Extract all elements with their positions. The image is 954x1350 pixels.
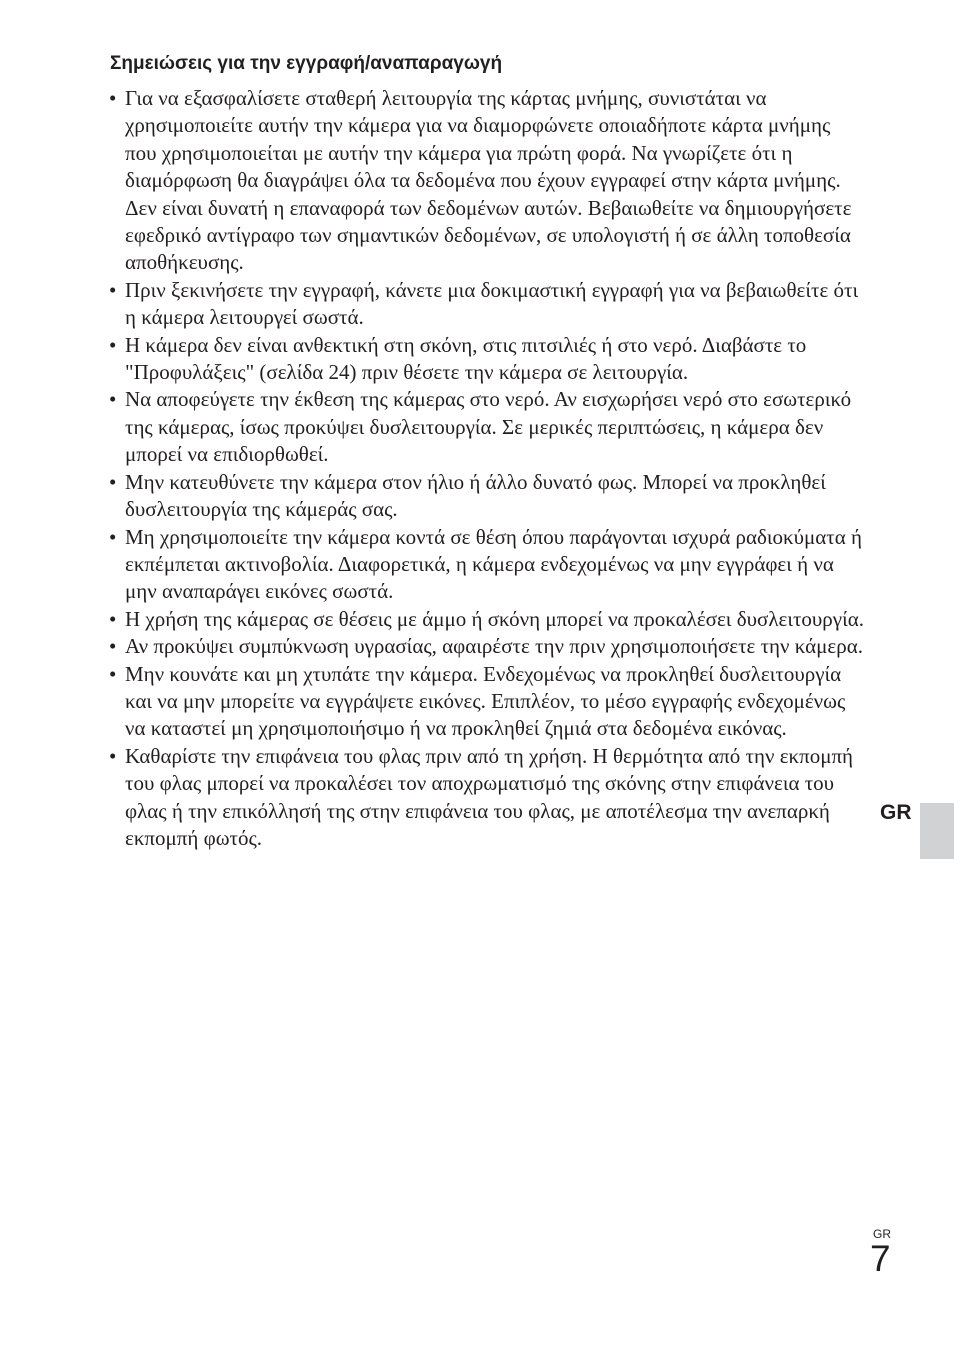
note-text: Πριν ξεκινήσετε την εγγραφή, κάνετε μια δοκιμαστική εγγραφή για να βεβαιωθείτε ότι η κάμερα λειτουργεί σωστά. — [125, 277, 859, 330]
note-item — [109, 386, 865, 468]
note-item — [109, 469, 865, 524]
section-heading: Σημειώσεις για την εγγραφή/αναπαραγωγή — [110, 53, 503, 74]
bullet-icon: • — [109, 332, 117, 357]
note-item — [109, 85, 865, 277]
note-text: Αν προκύψει συμπύκνωση υγρασίας, αφαιρέστε την πριν χρησιμοποιήσετε την κάμερα. — [125, 634, 863, 659]
note-text: Η κάμερα δεν είναι ανθεκτική στη σκόνη, στις πιτσιλιές ή στο νερό. Διαβάστε το "Προφυλάξεις" (σελίδα 24) πριν θέσετε την κάμερα σε λειτουργία. — [125, 332, 807, 385]
bullet-icon: • — [109, 634, 117, 659]
notes-list — [109, 85, 865, 852]
bullet-icon: • — [109, 743, 117, 768]
note-item — [109, 661, 865, 743]
note-item — [109, 277, 865, 332]
note-text: Για να εξασφαλίσετε σταθερή λειτουργία της κάρτας μνήμης, συνιστάται να χρησιμοποιείτε αυτήν την κάμερα για να διαμορφώνετε οποιαδήποτε κάρτα μνήμης που χρησιμοποιείται με αυτήν την κάμερα για πρώτη φορά. Να γνωρίζετε ότι η διαμόρφωση θα διαγράψει όλα τα δεδομένα που έχουν εγγραφεί στην κάρτα μνήμης. Δεν είναι δυνατή η επαναφορά των δεδομένων αυτών. Βεβαιωθείτε να δημιουργήσετε εφεδρικό αντίγραφο των σημαντικών δεδομένων, σε υπολογιστή ή σε άλλη τοποθεσία αποθήκευσης. — [125, 86, 852, 275]
note-text: Να αποφεύγετε την έκθεση της κάμερας στο νερό. Αν εισχωρήσει νερό στο εσωτερικό της κάμερας, ίσως προκύψει δυσλειτουργία. Σε μερικές περιπτώσεις, η κάμερα δεν μπορεί να επιδιορθωθεί. — [125, 387, 852, 467]
note-item — [109, 606, 865, 633]
note-item — [109, 524, 865, 606]
note-text: Μην κατευθύνετε την κάμερα στον ήλιο ή άλλο δυνατό φως. Μπορεί να προκληθεί δυσλειτουργία της κάμεράς σας. — [125, 469, 826, 522]
note-text: Η χρήση της κάμερας σε θέσεις με άμμο ή σκόνη μπορεί να προκαλέσει δυσλειτουργία. — [125, 606, 864, 631]
language-tab-marker — [920, 803, 954, 859]
page-number: 7 — [870, 1238, 891, 1279]
bullet-icon: • — [109, 387, 117, 412]
note-item — [109, 332, 865, 387]
bullet-icon: • — [109, 606, 117, 631]
note-item — [109, 743, 865, 853]
bullet-icon: • — [109, 524, 117, 549]
footer-language: GR — [873, 1227, 891, 1241]
bullet-icon: • — [109, 86, 117, 110]
bullet-icon: • — [109, 661, 117, 686]
bullet-icon: • — [109, 277, 117, 302]
language-tab-label: GR — [880, 801, 912, 824]
note-text: Μη χρησιμοποιείτε την κάμερα κοντά σε θέση όπου παράγονται ισχυρά ραδιοκύματα ή εκπέμπεται ακτινοβολία. Διαφορετικά, η κάμερα ενδεχομένως να μην εγγράφει ή να μην αναπαράγει εικόνες σωστά. — [125, 524, 862, 604]
note-text: Καθαρίστε την επιφάνεια του φλας πριν από τη χρήση. Η θερμότητα από την εκπομπή του φλας μπορεί να προκαλέσει τον αποχρωματισμό της σκόνης στην επιφάνεια του φλας ή την επικόλλησή της στην επιφάνεια του φλας, με αποτέλεσμα την ανεπαρκή εκπομπή φωτός. — [125, 743, 854, 850]
bullet-icon: • — [109, 469, 117, 494]
note-text: Μην κουνάτε και μη χτυπάτε την κάμερα. Ενδεχομένως να προκληθεί δυσλειτουργία και να μην μπορείτε να εγγράψετε εικόνες. Επιπλέον, το μέσο εγγραφής ενδεχομένως να καταστεί μη χρησιμοποιήσιμο ή να προκληθεί ζημιά στα δεδομένα εικόνας. — [125, 661, 846, 741]
note-item — [109, 633, 865, 660]
